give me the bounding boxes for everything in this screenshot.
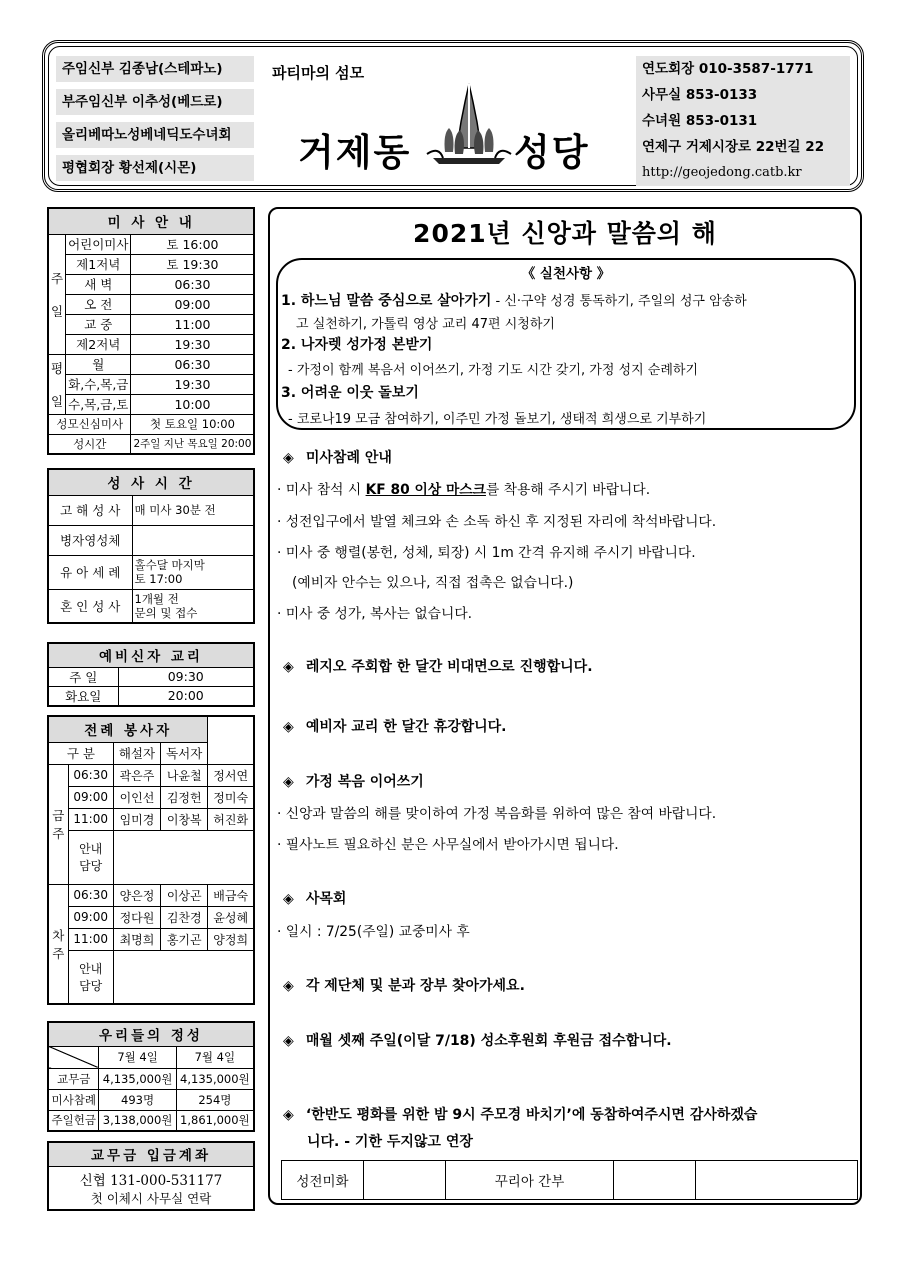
- reader-name: 김정헌: [161, 786, 208, 808]
- notice-mass-bullet-4: · 미사 중 성가, 복사는 없습니다.: [277, 606, 473, 622]
- offering-title: 우리들의 정성: [48, 1022, 254, 1046]
- weekday-label: 평 일: [48, 354, 66, 414]
- reader-name: 정미숙: [208, 786, 254, 808]
- mass-time: 10:00: [131, 394, 254, 414]
- sisters-label: 올리베따노성베네딕도수녀회: [56, 122, 254, 148]
- commentator-name: 양은정: [113, 884, 160, 906]
- reader-name: 이창복: [161, 808, 208, 830]
- sacrament-name: 고 해 성 사: [48, 495, 132, 525]
- parish-title-right: 성당: [514, 131, 590, 174]
- account-note: 첫 이체시 사무실 연락: [90, 1190, 212, 1206]
- reader-name: 홍기곤: [161, 928, 208, 950]
- mass-day: 수,목,금,토: [66, 394, 131, 414]
- address: 연제구 거제시장로 22번길 22: [636, 134, 850, 160]
- account-table: [47, 1141, 255, 1211]
- notice-mass-bullet-3: · 미사 중 행렬(봉헌, 성체, 퇴장) 시 1m 간격 유지해 주시기 바랍니다.: [277, 545, 696, 561]
- guide-label: 안내 담당: [68, 950, 113, 1004]
- notice-gospel-bullet-1: · 신앙과 말씀의 해를 맞이하여 가정 복음화를 위하여 많은 참여 바랍니다.: [277, 806, 717, 822]
- notice-peace-prayer-cont: 니다. - 기한 두지않고 연장: [307, 1134, 473, 1150]
- mass-time: 09:00: [68, 786, 113, 808]
- church-logo-icon: [425, 82, 513, 168]
- parish-title-left: 거제동: [298, 131, 412, 174]
- guide-names: [113, 950, 254, 1004]
- extra-mass-name: 성모신심미사: [48, 414, 131, 434]
- notice-peace-prayer: ◈ ‘한반도 평화를 위한 밤 9시 주모경 바치기’에 동참하여주시면 감사하겠습: [283, 1107, 758, 1123]
- commentator-name: 곽은주: [113, 764, 160, 786]
- offering-date-1: 7월 4일: [99, 1046, 176, 1068]
- practice-item-1-cont: 고 실천하기, 가톨릭 영상 교리 47편 시청하기: [296, 317, 555, 332]
- practice-item-3-text: - 코로나19 모금 참여하기, 이주민 가정 돌보기, 생태적 희생으로 기부하기: [288, 412, 707, 427]
- offering-value: 493명: [99, 1089, 176, 1110]
- notice-catechism: ◈ 예비자 교리 한 달간 휴강합니다.: [283, 719, 507, 735]
- offering-value: 3,138,000원: [99, 1110, 176, 1131]
- mass-day: 화,수,목,금: [66, 374, 131, 394]
- header-reader: 독서자: [161, 742, 208, 764]
- council-president-label: 평협회장 황선제(시몬): [56, 155, 254, 181]
- reader-name: 이상곤: [161, 884, 208, 906]
- catechumen-time: 09:30: [118, 667, 254, 686]
- mass-name: 교 중: [66, 314, 131, 334]
- reader-name: 나윤철: [161, 764, 208, 786]
- catechumen-day: 화요일: [48, 686, 118, 706]
- mass-name: 제1저녁: [66, 254, 131, 274]
- mass-name: 어린이미사: [66, 234, 131, 254]
- catechumen-table: [47, 642, 255, 707]
- duty-cell-4: [614, 1161, 696, 1200]
- notice-mass-bullet-2: · 성전입구에서 발열 체크와 손 소독 하신 후 지정된 자리에 착석바랍니다.: [277, 514, 717, 530]
- mass-day: 월: [66, 354, 131, 374]
- extra-mass-name: 성시간: [48, 434, 131, 454]
- guide-names: [113, 830, 254, 884]
- account-title: 교무금 입금계좌: [48, 1142, 254, 1166]
- reader-name: 윤성혜: [208, 906, 254, 928]
- duty-table: [281, 1160, 858, 1200]
- commentator-name: 이인선: [113, 786, 160, 808]
- practice-item-2-text: - 가정이 함께 복음서 이어쓰기, 가정 기도 시간 갖기, 가정 성지 순례하기: [288, 363, 699, 378]
- commentator-name: 최명희: [113, 928, 160, 950]
- convent-phone: 수녀원 853-0131: [636, 108, 850, 134]
- mass-time: 09:00: [131, 294, 254, 314]
- mass-time: 11:00: [68, 928, 113, 950]
- duty-cell-5: [696, 1161, 858, 1200]
- mass-time: 11:00: [131, 314, 254, 334]
- offering-corner: [48, 1046, 99, 1068]
- notice-mass-title: ◈ 미사참례 안내: [283, 450, 392, 466]
- mass-name: 제2저녁: [66, 334, 131, 354]
- offering-label: 미사참례: [48, 1089, 99, 1110]
- notice-council-bullet: · 일시 : 7/25(주일) 교중미사 후: [277, 924, 470, 940]
- sacrament-time: 홀수달 마지막 토 17:00: [132, 555, 254, 589]
- mass-title: 미 사 안 내: [48, 208, 254, 234]
- duty-cell-1: 성전미화: [282, 1161, 364, 1200]
- notice-mass-bullet-1: · 미사 참석 시 KF 80 이상 마스크를 착용해 주시기 바랍니다.: [277, 482, 651, 498]
- diamond-icon: ◈: [283, 450, 294, 466]
- reader-name: 양정희: [208, 928, 254, 950]
- mass-time: 19:30: [131, 334, 254, 354]
- guide-label: 안내 담당: [68, 830, 113, 884]
- week-label: 금 주: [48, 764, 68, 884]
- offering-label: 교무금: [48, 1068, 99, 1089]
- header-division: 구 분: [48, 742, 113, 764]
- pastor-label: 주임신부 김종남(스테파노): [56, 56, 254, 82]
- catechumen-title: 예비신자 교리: [48, 643, 254, 667]
- catechumen-time: 20:00: [118, 686, 254, 706]
- sacrament-time: [132, 525, 254, 555]
- week-label: 차 주: [48, 884, 68, 1004]
- commentator-name: 정다원: [113, 906, 160, 928]
- offering-label: 주일헌금: [48, 1110, 99, 1131]
- mass-name: 오 전: [66, 294, 131, 314]
- sacrament-name: 혼 인 성 사: [48, 589, 132, 623]
- extra-mass-time: 첫 토요일 10:00: [131, 414, 254, 434]
- notice-legio: ◈ 레지오 주회합 한 달간 비대면으로 진행합니다.: [283, 659, 593, 675]
- offering-date-2: 7월 4일: [176, 1046, 254, 1068]
- duty-cell-2: [364, 1161, 446, 1200]
- reader-name: 김찬경: [161, 906, 208, 928]
- liturgy-servers-table: [47, 715, 255, 1005]
- mass-time: 토 16:00: [131, 234, 254, 254]
- sacrament-name: 병자영성체: [48, 525, 132, 555]
- assistant-pastor-label: 부주임신부 이추성(베드로): [56, 89, 254, 115]
- notice-mass-bullet-3-note: (예비자 안수는 있으나, 직접 접촉은 없습니다.): [292, 575, 574, 591]
- practice-item-3: 3. 어려운 이웃 돌보기: [281, 385, 419, 401]
- notice-vocation: ◈ 매월 셋째 주일(이달 7/18) 성소후원회 후원금 접수합니다.: [283, 1033, 672, 1049]
- offering-value: 1,861,000원: [176, 1110, 254, 1131]
- mass-time: 06:30: [131, 274, 254, 294]
- mass-time: 09:00: [68, 906, 113, 928]
- office-phone: 사무실 853-0133: [636, 82, 850, 108]
- duty-cell-3: 꾸리아 간부: [446, 1161, 614, 1200]
- commentator-name: 임미경: [113, 808, 160, 830]
- website-link[interactable]: http://geojedong.catb.kr: [636, 160, 850, 186]
- notice-council-title: ◈ 사목회: [283, 891, 347, 907]
- mass-time: 11:00: [68, 808, 113, 830]
- offering-value: 4,135,000원: [176, 1068, 254, 1089]
- account-number: 신협 131-000-531177: [79, 1172, 223, 1189]
- offering-table: [47, 1021, 255, 1132]
- reader-name: 허진화: [208, 808, 254, 830]
- sacraments-title: 성 사 시 간: [48, 469, 254, 495]
- practice-item-1: 1. 하느님 말씀 중심으로 살아가기 - 신·구약 성경 통독하기, 주일의 성구 암송하: [281, 293, 747, 309]
- mass-time: 토 19:30: [131, 254, 254, 274]
- catechumen-day: 주 일: [48, 667, 118, 686]
- notice-gospel-title: ◈ 가정 복음 이어쓰기: [283, 774, 424, 790]
- mass-time: 06:30: [68, 764, 113, 786]
- notice-ledger: ◈ 각 제단체 및 분과 장부 찾아가세요.: [283, 978, 525, 994]
- sacrament-time: 1개월 전 문의 및 접수: [132, 589, 254, 623]
- sunday-label: 주 일: [48, 234, 66, 354]
- mass-time: 06:30: [68, 884, 113, 906]
- notice-gospel-bullet-2: · 필사노트 필요하신 분은 사무실에서 받아가시면 됩니다.: [277, 837, 619, 853]
- reader-name: 배금숙: [208, 884, 254, 906]
- sacrament-name: 유 아 세 례: [48, 555, 132, 589]
- sacraments-table: [47, 468, 255, 624]
- header-commentator: 해설자: [113, 742, 160, 764]
- servers-title: 전례 봉사자: [48, 716, 208, 742]
- practice-item-2: 2. 나자렛 성가정 본받기: [281, 337, 433, 353]
- funeral-contact: 연도회장 010-3587-1771: [636, 56, 850, 82]
- mass-time: 06:30: [131, 354, 254, 374]
- extra-mass-time: 2주일 지난 목요일 20:00: [131, 434, 254, 454]
- practice-title: 《 실천사항 》: [521, 266, 611, 282]
- mass-schedule-table: [47, 207, 255, 455]
- offering-value: 254명: [176, 1089, 254, 1110]
- offering-value: 4,135,000원: [99, 1068, 176, 1089]
- mass-time: 19:30: [131, 374, 254, 394]
- main-title: 2021년 신앙과 말씀의 해: [413, 219, 717, 248]
- reader-name: 정서연: [208, 764, 254, 786]
- mass-name: 새 벽: [66, 274, 131, 294]
- parish-subtitle: 파티마의 섬모: [272, 64, 365, 82]
- sacrament-time: 매 미사 30분 전: [132, 495, 254, 525]
